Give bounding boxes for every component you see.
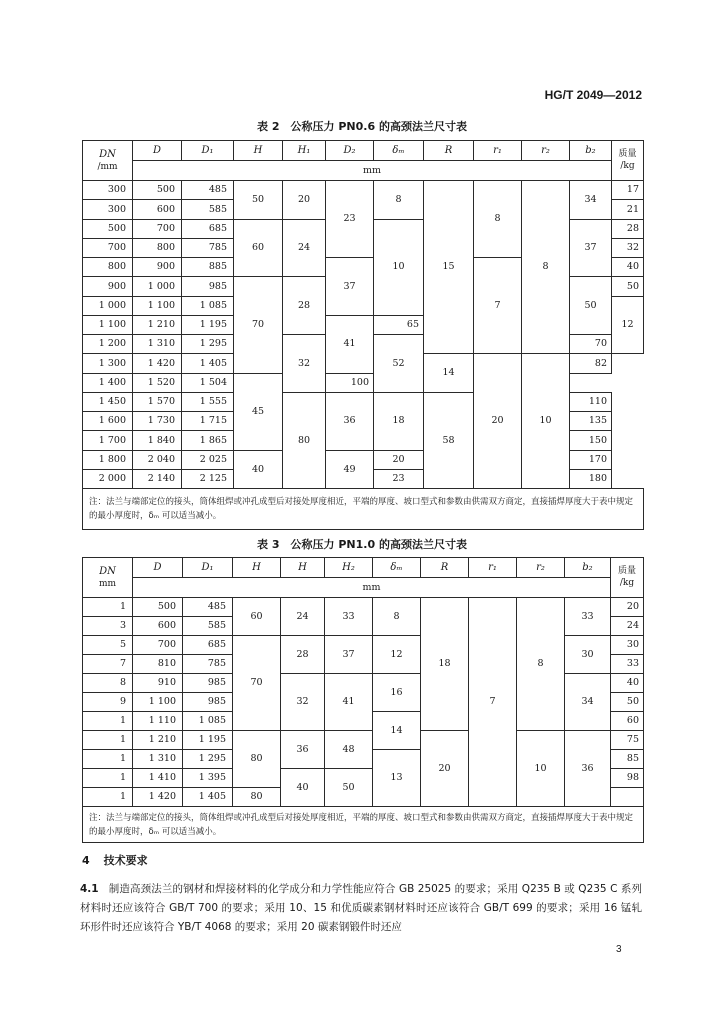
- t3-cell: [611, 788, 644, 807]
- t3-cell: 30: [611, 636, 644, 655]
- t2-head-b2: b₂: [570, 141, 612, 161]
- t2-cell: 12: [612, 296, 644, 354]
- t2-cell: 1 600: [83, 412, 133, 431]
- t2-cell: 135: [570, 412, 612, 431]
- t2-head-r2: r₂: [522, 141, 570, 161]
- t3-unit-mm: mm: [133, 578, 611, 598]
- t2-head-H: H: [234, 141, 283, 161]
- t3-cell: 36: [281, 731, 325, 769]
- page-number: 3: [616, 944, 622, 955]
- t2-cell: 1 405: [182, 354, 234, 373]
- table2-title: 表 2 公称压力 PN0.6 的高颈法兰尺寸表: [257, 120, 467, 133]
- t2-head-D2: D₂: [326, 141, 374, 161]
- t3-cell: 9: [83, 693, 133, 712]
- t3-cell: 500: [133, 598, 183, 617]
- t2-head-H1: H₁: [283, 141, 326, 161]
- t2-cell: 300: [83, 200, 133, 219]
- t2-cell: 800: [133, 238, 182, 257]
- t3-head-mass: 质量 /kg: [611, 558, 644, 598]
- table3: [82, 557, 644, 843]
- t3-cell: 5: [83, 636, 133, 655]
- t3-cell: 1: [83, 750, 133, 769]
- t3-cell: 685: [183, 636, 233, 655]
- t3-cell: 1 100: [133, 693, 183, 712]
- t3-cell: 36: [565, 731, 611, 807]
- t2-cell: 23: [374, 469, 424, 488]
- t2-cell: 37: [570, 219, 612, 277]
- t3-cell: 1 210: [133, 731, 183, 750]
- t3-cell: 8: [83, 674, 133, 693]
- t2-cell: 1 730: [133, 412, 182, 431]
- t2-cell: 900: [133, 258, 182, 277]
- t2-cell: 21: [612, 200, 644, 219]
- t2-cell: 885: [182, 258, 234, 277]
- t2-cell: 1 000: [133, 277, 182, 296]
- t2-cell: 41: [326, 315, 374, 373]
- table3-title: 表 3 公称压力 PN1.0 的高颈法兰尺寸表: [257, 538, 467, 551]
- t2-cell: 37: [326, 258, 374, 316]
- t3-cell: 1: [83, 598, 133, 617]
- t2-cell: 800: [83, 258, 133, 277]
- t2-cell: 58: [424, 392, 474, 488]
- t3-head-r1: r₁: [469, 558, 517, 578]
- t2-cell: 34: [570, 181, 612, 220]
- t3-head-delta: δₘ: [373, 558, 421, 578]
- t3-cell: 20: [421, 731, 469, 807]
- t2-head-D: D: [133, 141, 182, 161]
- t3-cell: 24: [281, 598, 325, 636]
- t2-note: 注：法兰与端部定位的接头，筒体组焊或冲孔成型后对接处厚度相近，平端的厚度、坡口型式和参数由供需双方商定，直接插焊厚度大于表中规定的最小厚度时，δₘ 可以适当减小。: [83, 489, 644, 530]
- t3-cell: 700: [133, 636, 183, 655]
- t3-cell: 70: [233, 636, 281, 731]
- t3-cell: 7: [469, 598, 517, 807]
- t2-cell: 2 125: [182, 469, 234, 488]
- t3-cell: 33: [325, 598, 373, 636]
- t3-cell: 1 405: [183, 788, 233, 807]
- t2-cell: 1 840: [133, 431, 182, 450]
- t2-cell: 82: [570, 354, 612, 373]
- t3-cell: 50: [325, 769, 373, 807]
- t3-cell: 80: [233, 731, 281, 788]
- t2-cell: 32: [283, 335, 326, 393]
- t3-cell: 28: [281, 636, 325, 674]
- t2-cell: 14: [424, 354, 474, 393]
- t2-cell: 23: [326, 181, 374, 258]
- t2-cell: 180: [570, 469, 612, 488]
- t2-cell: 49: [326, 450, 374, 489]
- t3-head-dn: DN mm: [83, 558, 133, 598]
- t3-head-D: D: [133, 558, 183, 578]
- t2-cell: 700: [133, 219, 182, 238]
- t2-cell: 1 715: [182, 412, 234, 431]
- t2-cell: 70: [234, 277, 283, 373]
- t2-cell: 7: [474, 258, 522, 354]
- t3-cell: 60: [611, 712, 644, 731]
- t2-cell: 2 025: [182, 450, 234, 469]
- t2-cell: 600: [133, 200, 182, 219]
- t2-cell: 17: [612, 181, 644, 200]
- t3-cell: 1: [83, 788, 133, 807]
- t2-cell: 1 210: [133, 315, 182, 334]
- t3-cell: 33: [565, 598, 611, 636]
- t2-cell: 685: [182, 219, 234, 238]
- t2-cell: 150: [570, 431, 612, 450]
- t2-cell: 24: [283, 219, 326, 277]
- t3-cell: 37: [325, 636, 373, 674]
- t2-cell: 2 000: [83, 469, 133, 488]
- t3-head-H: H: [233, 558, 281, 578]
- t3-cell: 32: [281, 674, 325, 731]
- t3-cell: 8: [373, 598, 421, 636]
- t2-cell: 1 555: [182, 392, 234, 411]
- t3-cell: 1 085: [183, 712, 233, 731]
- t3-cell: 20: [611, 598, 644, 617]
- t2-cell: 8: [522, 181, 570, 354]
- t2-cell: 1 570: [133, 392, 182, 411]
- t2-cell: 50: [234, 181, 283, 220]
- t3-cell: 985: [183, 693, 233, 712]
- t3-cell: 14: [373, 712, 421, 750]
- t2-cell: 50: [570, 277, 612, 335]
- t3-cell: 60: [233, 598, 281, 636]
- t2-cell: 45: [234, 373, 283, 450]
- t2-cell: 36: [326, 392, 374, 450]
- t2-cell: 80: [283, 392, 326, 488]
- t2-cell: 985: [182, 277, 234, 296]
- t2-cell: 40: [612, 258, 644, 277]
- t2-cell: 20: [474, 354, 522, 489]
- t2-cell: 15: [424, 181, 474, 354]
- t3-cell: 24: [611, 617, 644, 636]
- t3-cell: 1: [83, 731, 133, 750]
- t2-cell: 28: [612, 219, 644, 238]
- t3-cell: 40: [611, 674, 644, 693]
- t3-cell: 33: [611, 655, 644, 674]
- t3-cell: 12: [373, 636, 421, 674]
- t3-cell: 50: [611, 693, 644, 712]
- t3-cell: 13: [373, 750, 421, 807]
- t2-cell: 52: [374, 335, 424, 393]
- t2-cell: 70: [570, 335, 612, 354]
- t3-cell: 41: [325, 674, 373, 731]
- t2-cell: 585: [182, 200, 234, 219]
- t3-note: 注：法兰与端部定位的接头，筒体组焊或冲孔成型后对接处厚度相近，平端的厚度、坡口型式和参数由供需双方商定，直接插焊厚度大于表中规定的最小厚度时，δₘ 可以适当减小。: [83, 807, 644, 843]
- table2: [82, 140, 644, 530]
- t2-head-mass: 质量 /kg: [612, 141, 644, 181]
- t3-head-r2: r₂: [517, 558, 565, 578]
- t3-cell: 1: [83, 712, 133, 731]
- t2-cell: 2 040: [133, 450, 182, 469]
- t2-cell: 40: [234, 450, 283, 489]
- t2-head-dn: DN /mm: [83, 141, 133, 181]
- t3-cell: 1: [83, 769, 133, 788]
- t3-cell: 985: [183, 674, 233, 693]
- t2-cell: 10: [374, 219, 424, 315]
- t2-cell: 20: [283, 181, 326, 220]
- t3-cell: 16: [373, 674, 421, 712]
- t3-cell: 1 310: [133, 750, 183, 769]
- t2-cell: 2 140: [133, 469, 182, 488]
- t2-cell: 1 700: [83, 431, 133, 450]
- t2-cell: 8: [474, 181, 522, 258]
- t3-cell: 18: [421, 598, 469, 731]
- t3-cell: 1 295: [183, 750, 233, 769]
- t2-cell: 1 200: [83, 335, 133, 354]
- t3-cell: 34: [565, 674, 611, 731]
- t2-head-D1: D₁: [182, 141, 234, 161]
- t3-cell: 585: [183, 617, 233, 636]
- section-heading: 4 技术要求: [82, 854, 148, 867]
- t2-cell: 1 085: [182, 296, 234, 315]
- t2-unit-mm: mm: [133, 161, 612, 181]
- t2-cell: 785: [182, 238, 234, 257]
- t3-head-R: R: [421, 558, 469, 578]
- t3-cell: 3: [83, 617, 133, 636]
- t2-cell: 485: [182, 181, 234, 200]
- paragraph-4-1: 4.1 制造高颈法兰的钢材和焊接材料的化学成分和力学性能应符合 GB 25025 的要求；采用 Q235 B 或 Q235 C 系列材料时还应该符合 GB/T 700 的要求；采用 10、15 和优质碳素钢材料时还应该符合 GB/T 699 的要求；采用 16 锰轧环形件时还应该符合 YB/T 4068 的要求；采用 20 碳素钢锻件时还应: [80, 883, 642, 933]
- t3-cell: 600: [133, 617, 183, 636]
- t3-cell: 485: [183, 598, 233, 617]
- t2-cell: 500: [133, 181, 182, 200]
- t3-cell: 75: [611, 731, 644, 750]
- t2-cell: 10: [522, 354, 570, 489]
- t2-head-r1: r₁: [474, 141, 522, 161]
- t2-cell: 1 295: [182, 335, 234, 354]
- t3-cell: 910: [133, 674, 183, 693]
- t3-cell: 1 195: [183, 731, 233, 750]
- t2-cell: 1 400: [83, 373, 133, 392]
- t3-cell: 7: [83, 655, 133, 674]
- t2-cell: 300: [83, 181, 133, 200]
- t2-cell: 50: [612, 277, 644, 296]
- t2-cell: 110: [570, 392, 612, 411]
- t3-cell: 80: [233, 788, 281, 807]
- t3-cell: 48: [325, 731, 373, 769]
- t2-cell: 1 450: [83, 392, 133, 411]
- t2-cell: 1 100: [133, 296, 182, 315]
- t3-cell: 10: [517, 731, 565, 807]
- t2-cell: 500: [83, 219, 133, 238]
- t2-cell: 1 300: [83, 354, 133, 373]
- t2-cell: 18: [374, 392, 424, 450]
- t2-cell: 60: [234, 219, 283, 277]
- t3-cell: 8: [517, 598, 565, 731]
- t2-cell: 8: [374, 181, 424, 220]
- t2-cell: 1 865: [182, 431, 234, 450]
- t3-cell: 85: [611, 750, 644, 769]
- t2-cell: 1 420: [133, 354, 182, 373]
- t2-cell: 1 504: [182, 373, 234, 392]
- t2-cell: 100: [326, 373, 374, 392]
- t2-cell: 32: [612, 238, 644, 257]
- t2-cell: 1 310: [133, 335, 182, 354]
- t2-head-R: R: [424, 141, 474, 161]
- standard-number: HG/T 2049—2012: [544, 88, 642, 102]
- t3-cell: 98: [611, 769, 644, 788]
- t2-head-delta: δₘ: [374, 141, 424, 161]
- t3-head-b2: b₂: [565, 558, 611, 578]
- t3-cell: 810: [133, 655, 183, 674]
- t3-cell: 785: [183, 655, 233, 674]
- t2-cell: 65: [374, 315, 424, 334]
- t3-head-H2: H₂: [325, 558, 373, 578]
- t2-cell: 170: [570, 450, 612, 469]
- t3-cell: 1 410: [133, 769, 183, 788]
- t3-head-H1: H: [281, 558, 325, 578]
- t3-cell: 1 420: [133, 788, 183, 807]
- t2-cell: 1 800: [83, 450, 133, 469]
- t3-cell: 30: [565, 636, 611, 674]
- t2-cell: 900: [83, 277, 133, 296]
- t3-cell: 40: [281, 769, 325, 807]
- t3-cell: 1 395: [183, 769, 233, 788]
- t2-cell: 1 195: [182, 315, 234, 334]
- t2-cell: 1 520: [133, 373, 182, 392]
- t2-cell: 20: [374, 450, 424, 469]
- t2-cell: 1 000: [83, 296, 133, 315]
- t3-head-D1: D₁: [183, 558, 233, 578]
- t3-cell: 1 110: [133, 712, 183, 731]
- t2-cell: 1 100: [83, 315, 133, 334]
- t2-cell: 28: [283, 277, 326, 335]
- t2-cell: 700: [83, 238, 133, 257]
